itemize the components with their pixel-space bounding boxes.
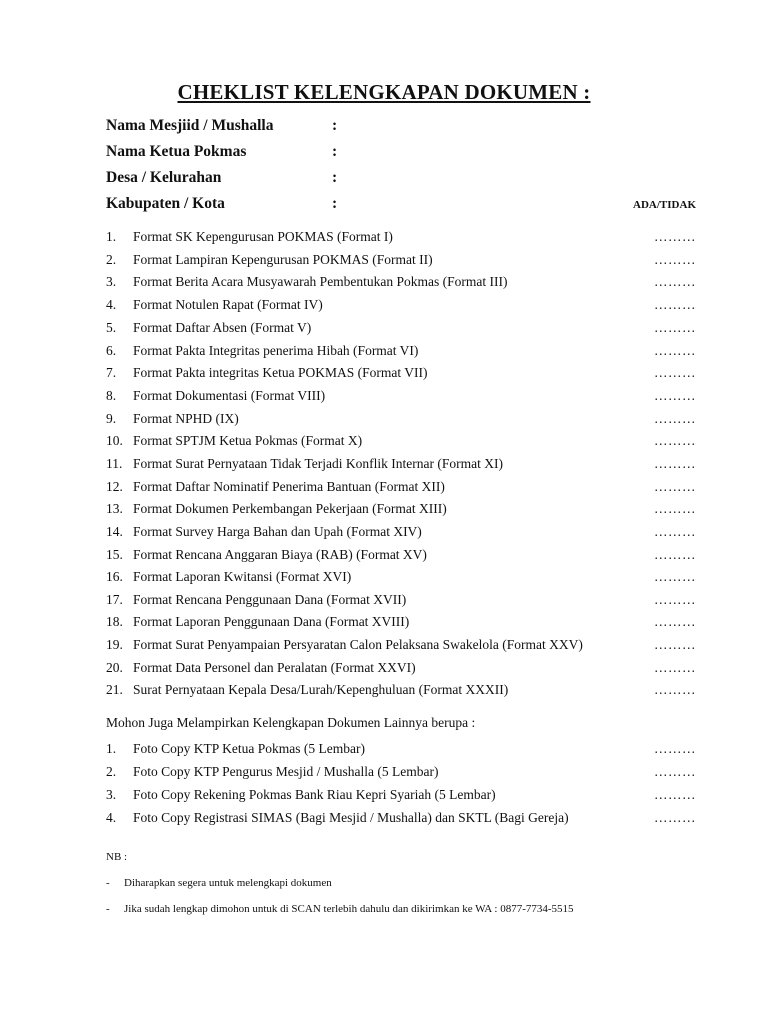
item-number: 21. <box>106 682 123 697</box>
item-text: Format Pakta Integritas penerima Hibah (Format VI) <box>133 343 419 358</box>
checklist-item <box>106 252 696 274</box>
checklist-item <box>106 479 696 501</box>
note-text: Diharapkan segera untuk melengkapi dokumen <box>124 877 332 889</box>
item-text: Format Rencana Anggaran Biaya (RAB) (Format XV) <box>133 547 427 562</box>
item-number: 16. <box>106 569 123 584</box>
checklist-item <box>106 388 696 410</box>
item-text: Format Dokumentasi (Format VIII) <box>133 388 326 403</box>
item-status: ……… <box>654 252 696 267</box>
item-status: ……… <box>654 411 696 426</box>
item-text: Format Pakta integritas Ketua POKMAS (Format VII) <box>133 365 428 380</box>
info-label: Nama Ketua Pokmas <box>106 143 247 160</box>
additional-documents-heading: Mohon Juga Melampirkan Kelengkapan Dokumen Lainnya berupa : <box>106 715 476 730</box>
item-text: Format Surat Pernyataan Tidak Terjadi Konflik Internar (Format XI) <box>133 456 503 471</box>
checklist-item <box>106 456 696 478</box>
item-status: ……… <box>654 229 696 244</box>
checklist-item <box>106 274 696 296</box>
item-text: Format Rencana Penggunaan Dana (Format XVII) <box>133 592 407 607</box>
item-status: ……… <box>654 501 696 516</box>
checklist-item <box>106 524 696 546</box>
item-number: 14. <box>106 524 123 539</box>
item-text: Format Data Personel dan Peralatan (Format XXVI) <box>133 660 416 675</box>
additional-item <box>106 810 696 832</box>
item-text: Format SK Kepengurusan POKMAS (Format I) <box>133 229 393 244</box>
item-text: Foto Copy Rekening Pokmas Bank Riau Kepri Syariah (5 Lembar) <box>133 787 496 802</box>
item-status: ……… <box>654 682 696 697</box>
item-text: Format NPHD (IX) <box>133 411 239 426</box>
item-status: ……… <box>654 479 696 494</box>
item-status: ……… <box>654 320 696 335</box>
item-status: ……… <box>654 569 696 584</box>
info-colon: : <box>332 195 338 212</box>
checklist-item <box>106 614 696 636</box>
checklist-item <box>106 547 696 569</box>
item-status: ……… <box>654 660 696 675</box>
checklist-item <box>106 297 696 319</box>
item-text: Format Dokumen Perkembangan Pekerjaan (Format XIII) <box>133 501 447 516</box>
info-label: Desa / Kelurahan <box>106 169 222 186</box>
item-status: ……… <box>654 388 696 403</box>
item-status: ……… <box>654 592 696 607</box>
item-status: ……… <box>654 365 696 380</box>
item-number: 1. <box>106 741 117 756</box>
item-number: 11. <box>106 456 123 471</box>
item-number: 7. <box>106 365 117 380</box>
item-number: 19. <box>106 637 123 652</box>
info-label: Kabupaten / Kota <box>106 195 225 212</box>
item-text: Format Laporan Penggunaan Dana (Format XVIII) <box>133 614 410 629</box>
item-number: 15. <box>106 547 123 562</box>
item-text: Format Survey Harga Bahan dan Upah (Format XIV) <box>133 524 422 539</box>
checklist-item <box>106 501 696 523</box>
item-status: ……… <box>654 614 696 629</box>
item-status: ……… <box>654 764 696 779</box>
item-status: ……… <box>654 433 696 448</box>
checklist-item <box>106 637 696 659</box>
note-dash: - <box>106 903 110 915</box>
item-number: 4. <box>106 810 117 825</box>
item-text: Foto Copy Registrasi SIMAS (Bagi Mesjid / Mushalla) dan SKTL (Bagi Gereja) <box>133 810 569 825</box>
nb-label: NB : <box>106 851 128 863</box>
item-text: Format SPTJM Ketua Pokmas (Format X) <box>133 433 363 448</box>
item-status: ……… <box>654 456 696 471</box>
item-status: ……… <box>654 810 696 825</box>
checklist-item <box>106 682 696 704</box>
document-title: CHEKLIST KELENGKAPAN DOKUMEN : <box>177 80 591 104</box>
item-number: 8. <box>106 388 117 403</box>
item-number: 17. <box>106 592 123 607</box>
checklist-item <box>106 433 696 455</box>
info-colon: : <box>332 117 338 134</box>
item-number: 6. <box>106 343 117 358</box>
additional-item <box>106 787 696 809</box>
item-text: Format Surat Penyampaian Persyaratan Calon Pelaksana Swakelola (Format XXV) <box>133 637 583 652</box>
info-colon: : <box>332 143 338 160</box>
item-number: 4. <box>106 297 117 312</box>
item-number: 3. <box>106 274 117 289</box>
item-number: 18. <box>106 614 123 629</box>
item-number: 5. <box>106 320 117 335</box>
additional-item <box>106 741 696 763</box>
item-status: ……… <box>654 524 696 539</box>
item-number: 3. <box>106 787 117 802</box>
item-number: 2. <box>106 252 117 267</box>
item-number: 9. <box>106 411 117 426</box>
item-text: Format Daftar Nominatif Penerima Bantuan (Format XII) <box>133 479 445 494</box>
item-number: 1. <box>106 229 117 244</box>
item-text: Format Laporan Kwitansi (Format XVI) <box>133 569 352 584</box>
item-number: 12. <box>106 479 123 494</box>
item-text: Foto Copy KTP Ketua Pokmas (5 Lembar) <box>133 741 365 756</box>
info-colon: : <box>332 169 338 186</box>
note-text: Jika sudah lengkap dimohon untuk di SCAN terlebih dahulu dan dikirimkan ke WA : 0877-7734-5515 <box>124 903 574 915</box>
item-text: Format Notulen Rapat (Format IV) <box>133 297 323 312</box>
checklist-item <box>106 592 696 614</box>
checklist-item <box>106 365 696 387</box>
item-status: ……… <box>654 741 696 756</box>
item-number: 20. <box>106 660 123 675</box>
checklist-item <box>106 411 696 433</box>
checklist-item <box>106 660 696 682</box>
checklist-item <box>106 569 696 591</box>
item-number: 13. <box>106 501 123 516</box>
item-status: ……… <box>654 547 696 562</box>
item-status: ……… <box>654 637 696 652</box>
item-status: ……… <box>654 274 696 289</box>
item-status: ……… <box>654 297 696 312</box>
item-text: Foto Copy KTP Pengurus Mesjid / Mushalla (5 Lembar) <box>133 764 439 779</box>
checklist-item <box>106 320 696 342</box>
item-status: ……… <box>654 787 696 802</box>
item-number: 2. <box>106 764 117 779</box>
additional-item <box>106 764 696 786</box>
item-text: Surat Pernyataan Kepala Desa/Lurah/Kepenghuluan (Format XXXII) <box>133 682 509 697</box>
note-dash: - <box>106 877 110 889</box>
status-column-header: ADA/TIDAK <box>633 199 696 211</box>
item-status: ……… <box>654 343 696 358</box>
info-label: Nama Mesjiid / Mushalla <box>106 117 274 134</box>
checklist-item <box>106 229 696 251</box>
item-text: Format Berita Acara Musyawarah Pembentukan Pokmas (Format III) <box>133 274 508 289</box>
item-text: Format Lampiran Kepengurusan POKMAS (Format II) <box>133 252 433 267</box>
item-text: Format Daftar Absen (Format V) <box>133 320 312 335</box>
item-number: 10. <box>106 433 123 448</box>
checklist-item <box>106 343 696 365</box>
